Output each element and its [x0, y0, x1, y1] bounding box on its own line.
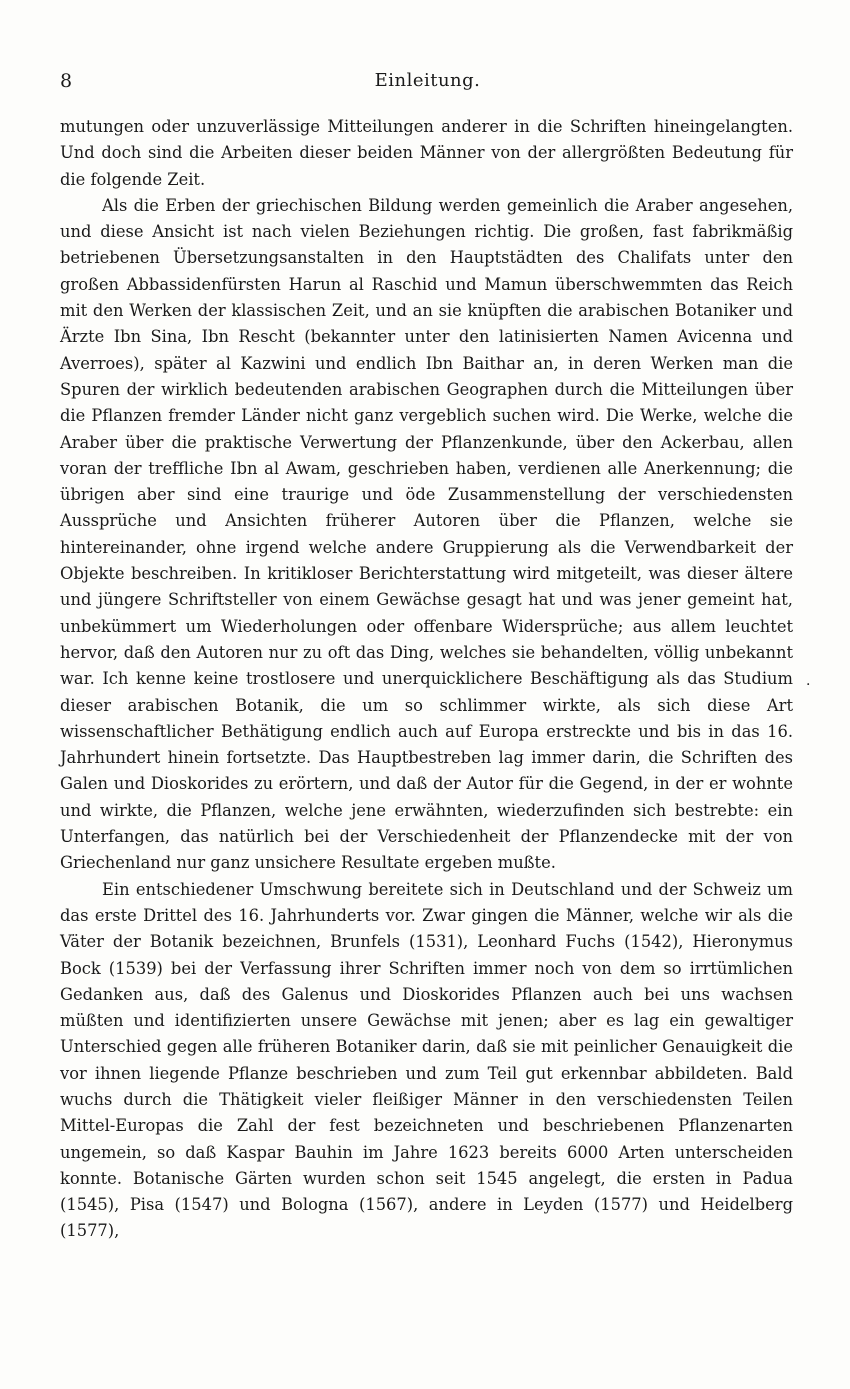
running-head — [60, 66, 795, 96]
paragraph-arab-botany: Als die Erben der griechischen Bildung werden gemeinlich die Araber angesehen, und diese Ansicht ist nach vielen Beziehungen richtig. Die großen, fast fabrikmäßig betriebenen Übersetzungsanstalten in den Hauptstädten des Chalifats unter den großen Abbassidenfürsten Harun al Raschid und Mamun überschwemmten das Reich mit den Werken der klassischen Zeit, und an sie knüpften die arabischen Botaniker und Ärzte Ibn Sina, Ibn Rescht (bekannter unter den latinisierten Namen Avicenna und Averroes), später al Kazwini und endlich Ibn Baithar an, in deren Werken man die Spuren der wirklich bedeutenden arabischen Geographen durch die Mitteilungen über die Pflanzen fremder Länder nicht ganz vergeblich suchen wird. Die Werke, welche die Araber über die praktische Verwertung der Pflanzenkunde, über den Ackerbau, allen voran der treffliche Ibn al Awam, geschrieben haben, verdienen alle Anerkennung; die übrigen aber sind eine traurige und öde Zusammenstellung der verschiedensten Aussprüche und Ansichten früherer Autoren über die Pflanzen, welche sie hintereinander, ohne irgend welche andere Gruppierung als die Verwendbarkeit der Objekte beschreiben. In kritikloser Berichterstattung wird mitgeteilt, was dieser ältere und jüngere Schriftsteller von einem Gewächse gesagt hat und was jener gemeint hat, unbekümmert um Wiederholungen oder offenbare Widersprüche; aus allem leuchtet hervor, daß den Autoren nur zu oft das Ding, welches sie behandelten, völlig unbekannt war. Ich kenne keine trostlosere und unerquicklichere Beschäftigung als das Studium dieser arabischen Botanik, die um so schlimmer wirkte, als sich diese Art wissenschaftlicher Bethätigung endlich auch auf Europa erstreckte und bis in das 16. Jahrhundert hinein fortsetzte. Das Hauptbestreben lag immer darin, die Schriften des Galen und Dioskorides zu erörtern, und daß der Autor für die Gegend, in der er wohnte und wirkte, die Pflanzen, welche jene erwähnten, wiederzufinden sich bestrebte: ein Unterfangen, das natürlich bei der Verschiedenheit der Pflanzendecke mit der von Griechenland nur ganz unsichere Resultate ergeben mußte. — [60, 195, 793, 873]
paragraph-german-botanists: Ein entschiedener Umschwung bereitete sich in Deutschland und der Schweiz um das erste Drittel des 16. Jahrhunderts vor. Zwar gingen die Männer, welche wir als die Väter der Botanik bezeichnen, Brunfels (1531), Leonhard Fuchs (1542), Hieronymus Bock (1539) bei der Verfassung ihrer Schriften immer noch von dem so irrtümlichen Gedanken aus, daß des Galenus und Dioskorides Pflanzen auch bei uns wachsen müßten und identifizierten unsere Gewächse mit jenen; aber es lag ein gewaltiger Unterschied gegen alle früheren Botaniker darin, daß sie mit peinlicher Genauigkeit die vor ihnen liegende Pflanze beschrieben und zum Teil gut erkennbar abbildeten. Bald wuchs durch die Thätigkeit vieler fleißiger Männer in den verschiedensten Teilen Mittel-Europas die Zahl der fest bezeichneten und beschriebenen Pflanzenarten ungemein, so daß Kaspar Bauhin im Jahre 1623 bereits 6000 Arten unterscheiden konnte. Botanische Gärten wurden schon seit 1545 angelegt, die ersten in Padua (1545), Pisa (1547) und Bologna (1567), andere in Leyden (1577) und Heidelberg (1577), — [60, 879, 793, 1241]
page-number: 8 — [60, 70, 73, 92]
margin-mark: · — [806, 677, 811, 693]
body-text — [60, 114, 793, 1245]
paragraph-continuation: mutungen oder unzuverlässige Mitteilungen anderer in die Schriften hineingelangten. Und doch sind die Arbeiten dieser beiden Männer von der allergrößten Bedeutung für die folgende Zeit. — [60, 117, 793, 189]
running-title: Einleitung. — [374, 70, 481, 91]
